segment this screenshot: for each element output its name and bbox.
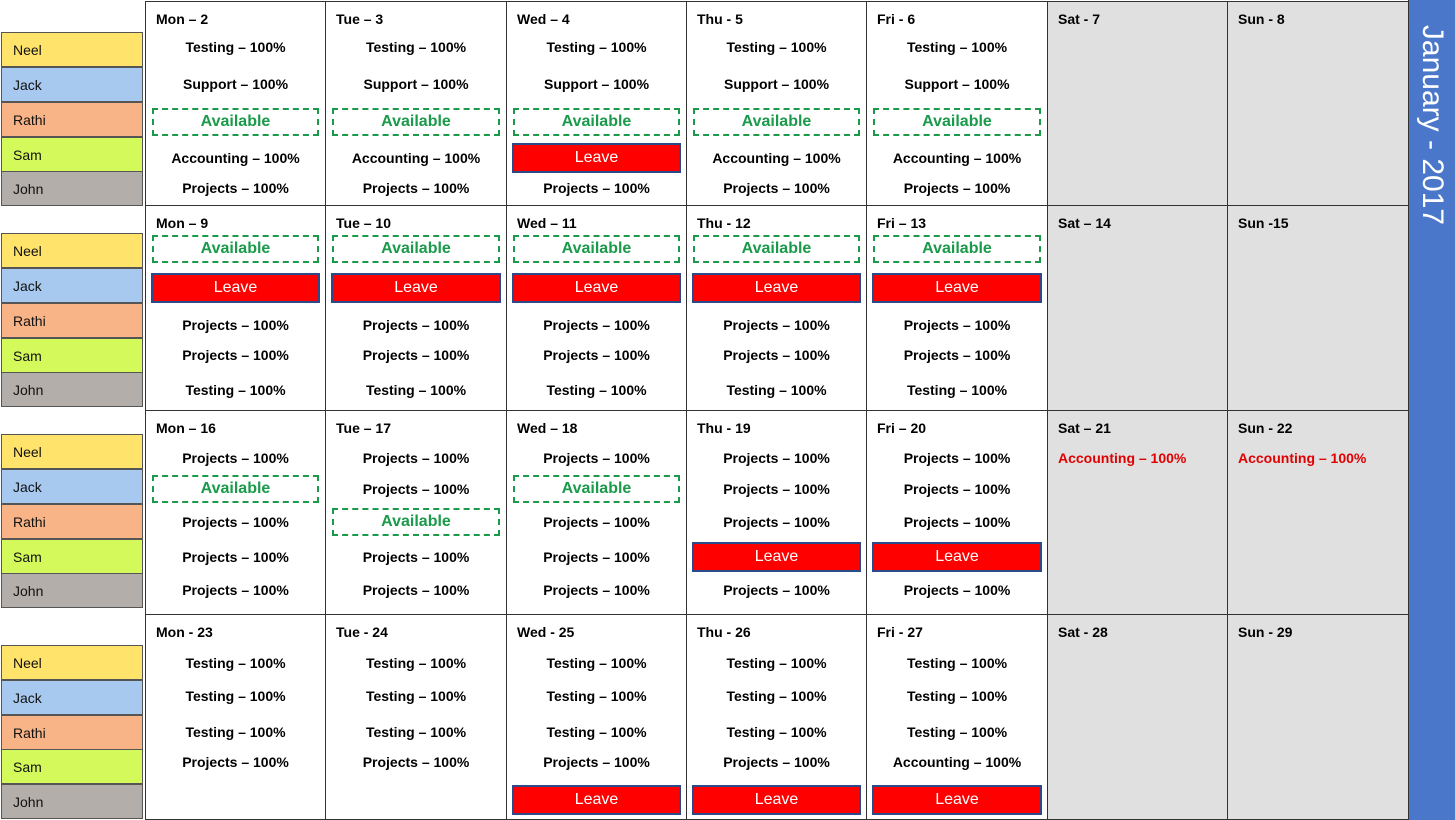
task-entry: Projects – 100% [543, 450, 650, 466]
day-label: Fri - 6 [877, 11, 916, 27]
day-cell[interactable] [1047, 205, 1228, 411]
available-badge: Available [513, 475, 680, 503]
available-badge: Available [152, 475, 319, 503]
day-cell[interactable] [145, 614, 326, 820]
task-entry: Projects – 100% [362, 347, 470, 363]
task-entry: Testing – 100% [546, 382, 647, 398]
day-cell[interactable] [686, 1, 867, 206]
person-label-rathi: Rathi [1, 504, 143, 539]
task-entry: Projects – 100% [362, 450, 470, 466]
leave-badge: Leave [692, 273, 861, 303]
task-entry: Projects – 100% [723, 450, 830, 466]
day-label: Thu - 5 [697, 11, 743, 27]
leave-badge: Leave [512, 273, 681, 303]
task-entry: Projects – 100% [723, 754, 830, 770]
task-entry: Support – 100% [543, 76, 650, 92]
day-label: Sat - 28 [1058, 624, 1108, 640]
task-entry: Projects – 100% [723, 180, 830, 196]
day-label: Tue – 10 [336, 215, 391, 231]
person-label-john: John [1, 784, 143, 819]
task-entry: Projects – 100% [543, 754, 650, 770]
leave-badge: Leave [151, 273, 320, 303]
leave-badge: Leave [872, 785, 1042, 815]
task-entry: Projects – 100% [182, 514, 289, 530]
person-label-john: John [1, 573, 143, 608]
leave-badge: Leave [872, 273, 1042, 303]
task-entry: Support – 100% [723, 76, 830, 92]
task-entry: Projects – 100% [182, 450, 289, 466]
day-cell[interactable] [1047, 410, 1228, 615]
task-entry: Testing – 100% [365, 655, 467, 671]
day-label: Sat - 7 [1058, 11, 1101, 27]
task-entry: Accounting – 100% [892, 150, 1022, 166]
day-label: Thu - 26 [697, 624, 751, 640]
task-entry: Testing – 100% [726, 382, 827, 398]
day-label: Thu - 19 [697, 420, 751, 436]
task-entry: Projects – 100% [362, 754, 470, 770]
task-entry: Projects – 100% [543, 317, 650, 333]
task-entry: Projects – 100% [903, 481, 1011, 497]
day-label: Wed – 18 [517, 420, 578, 436]
day-cell[interactable] [325, 410, 507, 615]
day-label: Fri – 20 [877, 420, 927, 436]
task-entry: Projects – 100% [903, 582, 1011, 598]
person-label-neel: Neel [1, 645, 143, 680]
person-label-jack: Jack [1, 268, 143, 303]
day-cell[interactable] [145, 1, 326, 206]
task-entry: Testing – 100% [546, 39, 647, 55]
task-entry: Testing – 100% [365, 724, 467, 740]
task-entry: Projects – 100% [182, 317, 289, 333]
task-entry: Projects – 100% [182, 347, 289, 363]
task-entry: Projects – 100% [362, 549, 470, 565]
day-label: Sat – 21 [1058, 420, 1111, 436]
task-entry: Projects – 100% [182, 754, 289, 770]
task-entry: Support – 100% [904, 76, 1010, 92]
day-cell[interactable] [1227, 614, 1409, 820]
task-entry: Testing – 100% [185, 39, 286, 55]
available-badge: Available [332, 508, 500, 536]
available-badge: Available [513, 108, 680, 136]
task-entry: Projects – 100% [723, 481, 830, 497]
task-entry: Projects – 100% [723, 347, 830, 363]
task-entry: Testing – 100% [546, 655, 647, 671]
available-badge: Available [513, 235, 680, 263]
person-label-jack: Jack [1, 469, 143, 504]
leave-badge: Leave [331, 273, 501, 303]
day-label: Sun -15 [1238, 215, 1289, 231]
day-cell[interactable] [866, 1, 1048, 206]
task-entry: Projects – 100% [543, 180, 650, 196]
available-badge: Available [873, 235, 1041, 263]
task-entry: Testing – 100% [726, 724, 827, 740]
task-entry: Accounting – 100% [351, 150, 481, 166]
day-label: Mon – 16 [156, 420, 216, 436]
task-entry: Projects – 100% [543, 514, 650, 530]
task-entry: Accounting – 100% [712, 150, 841, 166]
day-cell[interactable] [1047, 614, 1228, 820]
task-entry: Testing – 100% [906, 688, 1008, 704]
task-entry: Projects – 100% [543, 549, 650, 565]
task-entry: Projects – 100% [723, 582, 830, 598]
day-label: Sat – 14 [1058, 215, 1111, 231]
person-label-jack: Jack [1, 680, 143, 715]
task-entry: Projects – 100% [182, 180, 289, 196]
day-label: Wed – 11 [517, 215, 577, 231]
day-cell[interactable] [1227, 205, 1409, 411]
day-cell[interactable] [506, 205, 687, 411]
leave-badge: Leave [692, 785, 861, 815]
task-entry: Projects – 100% [723, 514, 830, 530]
leave-badge: Leave [512, 785, 681, 815]
task-entry: Projects – 100% [362, 317, 470, 333]
task-entry: Projects – 100% [723, 317, 830, 333]
day-label: Mon - 23 [156, 624, 213, 640]
task-entry: Projects – 100% [182, 549, 289, 565]
leave-badge: Leave [692, 542, 861, 572]
day-cell[interactable] [506, 1, 687, 206]
month-title: January - 2017 [1416, 24, 1449, 226]
person-label-john: John [1, 171, 143, 206]
task-entry: Accounting – 100% [892, 754, 1022, 770]
task-entry: Testing – 100% [365, 688, 467, 704]
day-cell[interactable] [145, 205, 326, 411]
task-entry: Projects – 100% [362, 582, 470, 598]
available-badge: Available [332, 108, 500, 136]
task-entry: Testing – 100% [185, 688, 286, 704]
task-entry: Testing – 100% [365, 382, 467, 398]
task-entry: Projects – 100% [182, 582, 289, 598]
task-entry: Testing – 100% [726, 39, 827, 55]
available-badge: Available [693, 108, 860, 136]
day-cell[interactable] [1227, 1, 1409, 206]
task-entry: Testing – 100% [185, 724, 286, 740]
task-entry: Projects – 100% [903, 347, 1011, 363]
available-badge: Available [873, 108, 1041, 136]
day-label: Sun - 8 [1238, 11, 1285, 27]
month-bar [1408, 0, 1455, 820]
leave-badge: Leave [512, 143, 681, 173]
task-entry: Testing – 100% [906, 655, 1008, 671]
task-entry: Testing – 100% [185, 655, 286, 671]
day-label: Mon – 2 [156, 11, 209, 27]
person-label-rathi: Rathi [1, 102, 143, 137]
task-entry: Testing – 100% [726, 655, 827, 671]
day-cell[interactable] [506, 614, 687, 820]
person-label-sam: Sam [1, 338, 143, 373]
task-entry-highlight: Accounting – 100% [1058, 450, 1187, 466]
day-cell[interactable] [866, 614, 1048, 820]
day-label: Thu - 12 [697, 215, 751, 231]
person-label-sam: Sam [1, 137, 143, 172]
day-cell[interactable] [1047, 1, 1228, 206]
person-label-neel: Neel [1, 32, 143, 67]
available-badge: Available [693, 235, 860, 263]
day-label: Fri - 27 [877, 624, 923, 640]
task-entry: Testing – 100% [365, 39, 467, 55]
day-label: Mon – 9 [156, 215, 209, 231]
task-entry: Accounting – 100% [171, 150, 300, 166]
task-entry: Support – 100% [363, 76, 469, 92]
day-label: Wed – 4 [517, 11, 570, 27]
person-label-rathi: Rathi [1, 303, 143, 338]
day-cell[interactable] [866, 410, 1048, 615]
person-label-sam: Sam [1, 749, 143, 784]
task-entry: Projects – 100% [362, 481, 470, 497]
task-entry: Projects – 100% [543, 347, 650, 363]
person-label-neel: Neel [1, 233, 143, 268]
task-entry: Support – 100% [182, 76, 289, 92]
task-entry: Projects – 100% [903, 450, 1011, 466]
person-label-jack: Jack [1, 67, 143, 102]
task-entry: Testing – 100% [546, 724, 647, 740]
day-cell[interactable] [866, 205, 1048, 411]
day-cell[interactable] [686, 205, 867, 411]
task-entry-highlight: Accounting – 100% [1238, 450, 1367, 466]
day-label: Wed - 25 [517, 624, 575, 640]
person-label-neel: Neel [1, 434, 143, 469]
task-entry: Projects – 100% [903, 180, 1011, 196]
day-label: Sun - 22 [1238, 420, 1293, 436]
available-badge: Available [152, 108, 319, 136]
day-cell[interactable] [506, 410, 687, 615]
day-label: Tue – 3 [336, 11, 384, 27]
person-label-john: John [1, 372, 143, 407]
day-cell[interactable] [1227, 410, 1409, 615]
task-entry: Projects – 100% [543, 582, 650, 598]
task-entry: Testing – 100% [546, 688, 647, 704]
task-entry: Testing – 100% [726, 688, 827, 704]
available-badge: Available [152, 235, 319, 263]
day-cell[interactable] [686, 614, 867, 820]
day-label: Tue - 24 [336, 624, 388, 640]
available-badge: Available [332, 235, 500, 263]
day-cell[interactable] [325, 1, 507, 206]
day-cell[interactable] [325, 614, 507, 820]
task-entry: Testing – 100% [906, 39, 1008, 55]
day-cell[interactable] [145, 410, 326, 615]
leave-badge: Leave [872, 542, 1042, 572]
day-label: Fri – 13 [877, 215, 927, 231]
task-entry: Projects – 100% [903, 514, 1011, 530]
day-label: Sun - 29 [1238, 624, 1293, 640]
day-cell[interactable] [325, 205, 507, 411]
task-entry: Testing – 100% [906, 724, 1008, 740]
task-entry: Testing – 100% [185, 382, 286, 398]
person-label-sam: Sam [1, 539, 143, 574]
day-cell[interactable] [686, 410, 867, 615]
task-entry: Testing – 100% [906, 382, 1008, 398]
person-label-rathi: Rathi [1, 715, 143, 750]
task-entry: Projects – 100% [903, 317, 1011, 333]
task-entry: Projects – 100% [362, 180, 470, 196]
day-label: Tue – 17 [336, 420, 391, 436]
